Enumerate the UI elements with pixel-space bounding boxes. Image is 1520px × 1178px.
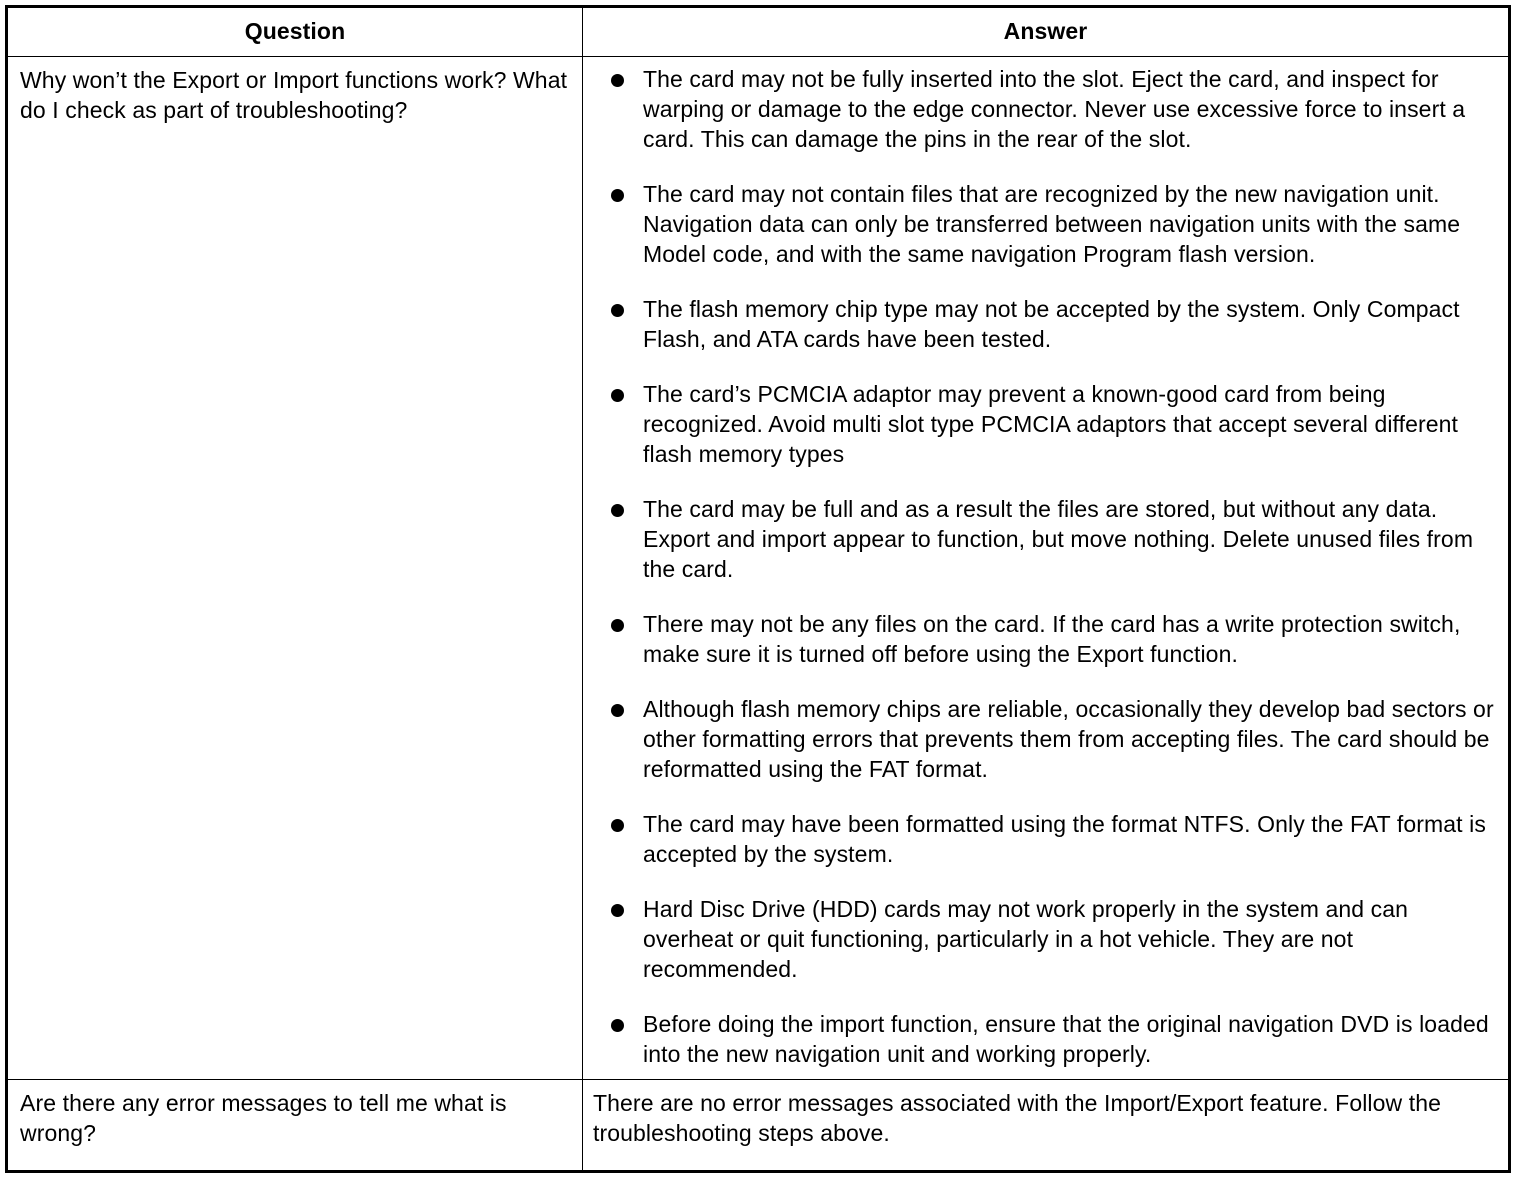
- bullet-icon: [611, 704, 624, 717]
- list-item-text: Hard Disc Drive (HDD) cards may not work properly in the system and can overheat or quit functioning, particularly in a hot vehicle. They are not recommended.: [643, 896, 1409, 982]
- bullet-icon: [611, 904, 624, 917]
- bullet-icon: [611, 819, 624, 832]
- list-item-text: There may not be any files on the card. If the card has a write protection switch, make sure it is turned off before using the Export function.: [643, 611, 1461, 667]
- list-item: [599, 379, 1500, 469]
- bullet-icon: [611, 389, 624, 402]
- question-cell: Why won’t the Export or Import functions work? What do I check as part of troubleshooting?: [7, 57, 583, 1080]
- bullet-icon: [611, 74, 624, 87]
- bullet-icon: [611, 504, 624, 517]
- list-item: [599, 694, 1500, 784]
- bullet-icon: [611, 304, 624, 317]
- list-item-text: The card’s PCMCIA adaptor may prevent a known-good card from being recognized. Avoid multi slot type PCMCIA adaptors that accept several different flash memory types: [643, 381, 1459, 467]
- table-row: [7, 1080, 1510, 1172]
- list-item: [599, 894, 1500, 984]
- question-cell: Are there any error messages to tell me what is wrong?: [7, 1080, 583, 1172]
- bullet-icon: [611, 1019, 624, 1032]
- list-item-text: The card may not contain files that are recognized by the new navigation unit. Navigation data can only be transferred between navigation units with the same Model code, and with the same navigation Program flash version.: [643, 181, 1461, 267]
- list-item: [599, 294, 1500, 354]
- question-column-header: Question: [7, 7, 583, 57]
- list-item: [599, 1009, 1500, 1069]
- list-item-text: Although flash memory chips are reliable, occasionally they develop bad sectors or other formatting errors that prevents them from accepting files. The card should be reformatted using the FAT format.: [643, 696, 1494, 782]
- table-header-row: [7, 7, 1510, 57]
- answer-cell: There are no error messages associated with the Import/Export feature. Follow the troubleshooting steps above.: [583, 1080, 1510, 1172]
- list-item: [599, 609, 1500, 669]
- list-item-text: The card may not be fully inserted into the slot. Eject the card, and inspect for warping or damage to the edge connector. Never use excessive force to insert a card. This can damage the pins in the rear of the slot.: [643, 66, 1466, 152]
- list-item: [599, 494, 1500, 584]
- list-item-text: The flash memory chip type may not be accepted by the system. Only Compact Flash, and ATA cards have been tested.: [643, 296, 1460, 352]
- list-item-text: The card may have been formatted using the format NTFS. Only the FAT format is accepted by the system.: [643, 811, 1486, 867]
- answer-cell: [583, 57, 1510, 1080]
- bullet-icon: [611, 619, 624, 632]
- list-item: [599, 64, 1500, 154]
- list-item-text: Before doing the import function, ensure that the original navigation DVD is loaded into the new navigation unit and working properly.: [643, 1011, 1489, 1067]
- table-row: [7, 57, 1510, 1080]
- list-item-text: The card may be full and as a result the files are stored, but without any data. Export and import appear to function, but move nothing. Delete unused files from the card.: [643, 496, 1474, 582]
- list-item: [599, 809, 1500, 869]
- list-item: [599, 179, 1500, 269]
- answer-column-header: Answer: [583, 7, 1510, 57]
- bullet-icon: [611, 189, 624, 202]
- faq-table: [5, 5, 1511, 1173]
- answer-bullet-list: [599, 64, 1500, 1069]
